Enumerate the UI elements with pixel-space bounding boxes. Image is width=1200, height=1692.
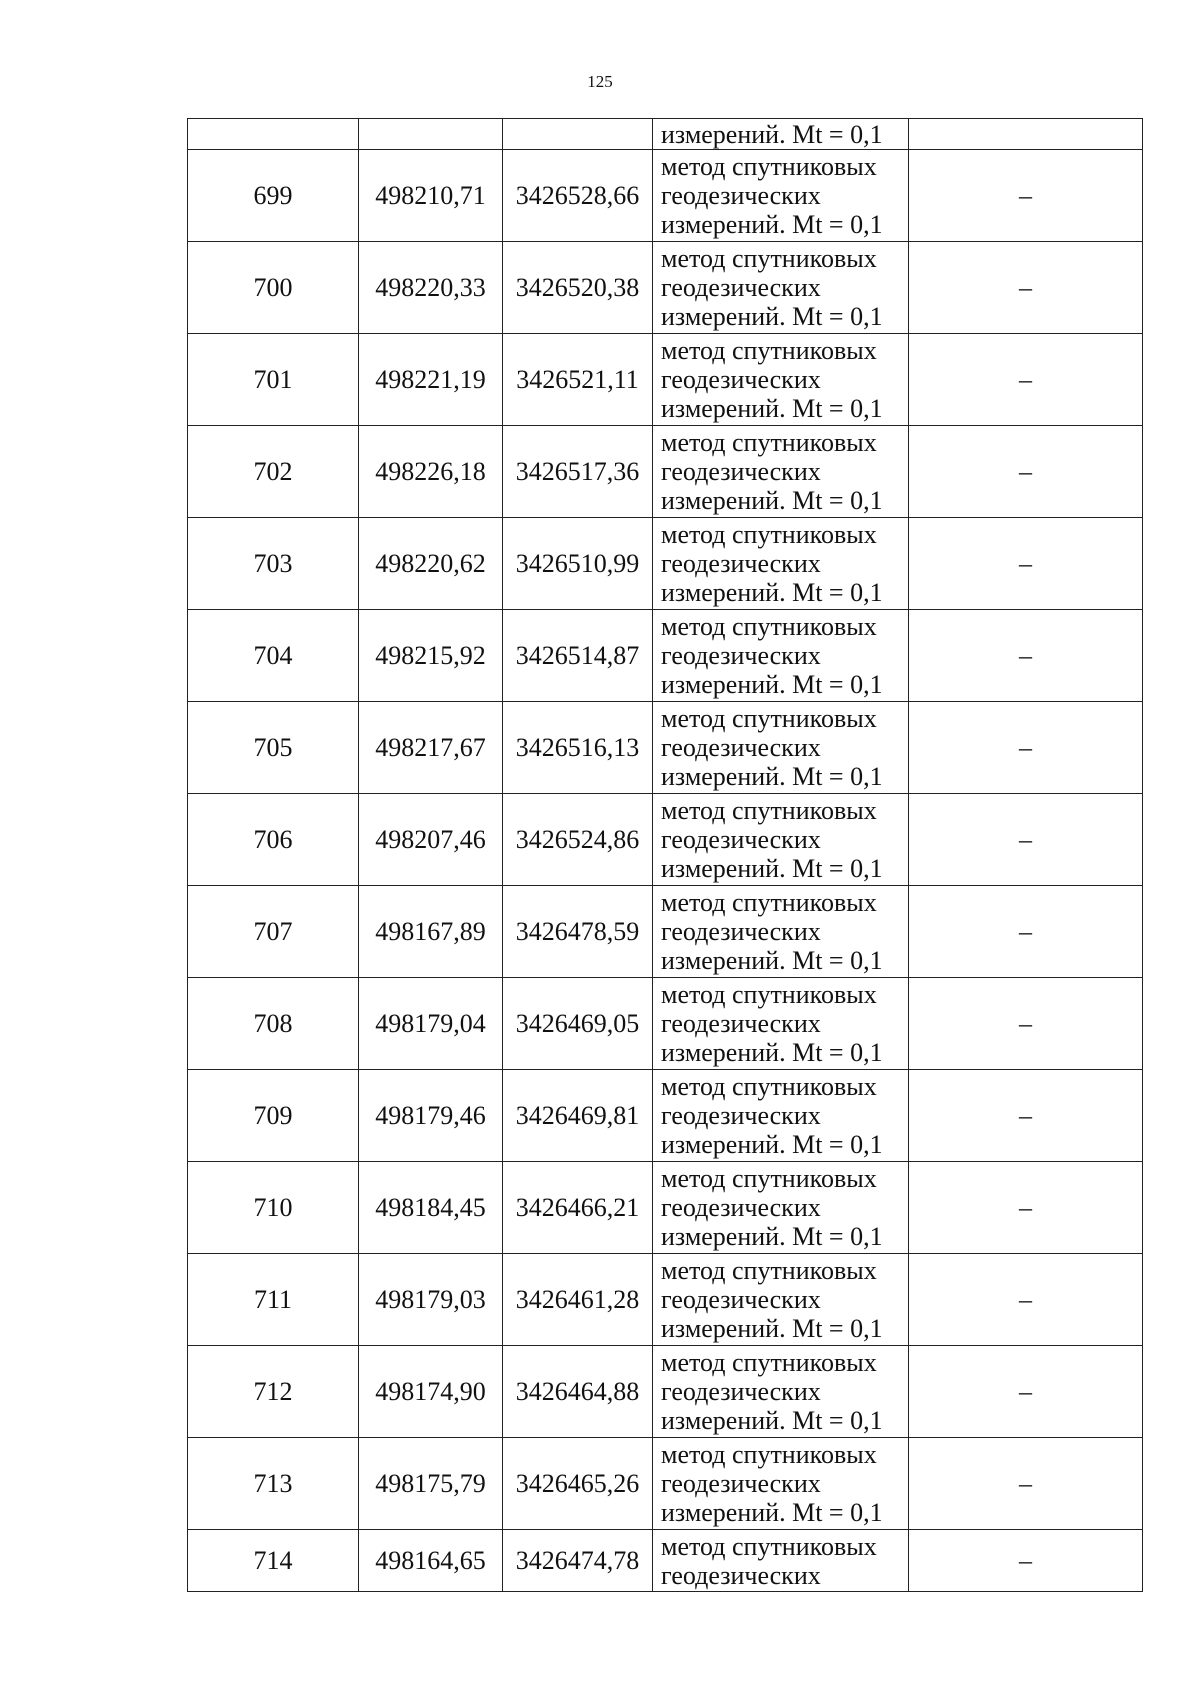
method-line: метод спутниковых (661, 520, 877, 549)
method-cell (653, 794, 909, 886)
method-line: метод спутниковых (661, 1440, 877, 1469)
x-coordinate: 498220,33 (359, 242, 503, 334)
table-row (188, 1346, 1143, 1438)
continuation-row (188, 119, 1143, 150)
method-line: геодезических (661, 1285, 821, 1314)
table-row (188, 150, 1143, 242)
method-line: геодезических (661, 825, 821, 854)
method-line: измерений. Mt = 0,1 (661, 1314, 883, 1343)
y-coordinate: 3426520,38 (503, 242, 653, 334)
method-line: метод спутниковых (661, 244, 877, 273)
method-line: метод спутниковых (661, 1348, 877, 1377)
point-number: 708 (188, 978, 359, 1070)
x-coordinate: 498207,46 (359, 794, 503, 886)
method-line: метод спутниковых (661, 1256, 877, 1285)
method-line: измерений. Mt = 0,1 (661, 1038, 883, 1067)
y-coordinate: 3426464,88 (503, 1346, 653, 1438)
point-number: 703 (188, 518, 359, 610)
y-coordinate: 3426516,13 (503, 702, 653, 794)
method-line: метод спутниковых (661, 428, 877, 457)
point-number: 700 (188, 242, 359, 334)
method-line: измерений. Mt = 0,1 (661, 1222, 883, 1251)
method-line: измерений. Mt = 0,1 (661, 946, 883, 975)
table-row (188, 886, 1143, 978)
accuracy-dash: – (909, 518, 1143, 610)
accuracy-dash: – (909, 794, 1143, 886)
method-line: измерений. Mt = 0,1 (661, 394, 883, 423)
point-number: 714 (188, 1530, 359, 1592)
method-line: измерений. Mt = 0,1 (661, 762, 883, 791)
method-line: метод спутниковых (661, 612, 877, 641)
table-row (188, 426, 1143, 518)
point-number: 705 (188, 702, 359, 794)
point-number: 711 (188, 1254, 359, 1346)
point-number: 713 (188, 1438, 359, 1530)
accuracy-dash: – (909, 886, 1143, 978)
coordinates-table (187, 118, 1143, 1592)
method-line: измерений. Mt = 0,1 (661, 1130, 883, 1159)
accuracy-dash: – (909, 150, 1143, 242)
accuracy-dash: – (909, 610, 1143, 702)
x-coordinate: 498179,46 (359, 1070, 503, 1162)
accuracy-dash: – (909, 1530, 1143, 1592)
method-cell (653, 886, 909, 978)
method-cell (653, 518, 909, 610)
y-coordinate: 3426517,36 (503, 426, 653, 518)
accuracy-dash: – (909, 242, 1143, 334)
y-coordinate: 3426524,86 (503, 794, 653, 886)
table-row (188, 702, 1143, 794)
method-cell (653, 610, 909, 702)
table-row (188, 1070, 1143, 1162)
empty-cell (503, 119, 653, 150)
method-line: геодезических (661, 1193, 821, 1222)
method-line: измерений. Mt = 0,1 (661, 1406, 883, 1435)
method-line: измерений. Mt = 0,1 (661, 854, 883, 883)
method-line: геодезических (661, 365, 821, 394)
method-line: геодезических (661, 457, 821, 486)
x-coordinate: 498175,79 (359, 1438, 503, 1530)
y-coordinate: 3426469,81 (503, 1070, 653, 1162)
accuracy-dash: – (909, 978, 1143, 1070)
method-line: измерений. Mt = 0,1 (661, 486, 883, 515)
accuracy-dash: – (909, 334, 1143, 426)
table-row (188, 1162, 1143, 1254)
method-line: геодезических (661, 733, 821, 762)
x-coordinate: 498217,67 (359, 702, 503, 794)
x-coordinate: 498210,71 (359, 150, 503, 242)
x-coordinate: 498220,62 (359, 518, 503, 610)
y-coordinate: 3426469,05 (503, 978, 653, 1070)
table-row (188, 794, 1143, 886)
point-number: 706 (188, 794, 359, 886)
method-line: геодезических (661, 273, 821, 302)
x-coordinate: 498221,19 (359, 334, 503, 426)
method-line: геодезических (661, 1469, 821, 1498)
point-number: 710 (188, 1162, 359, 1254)
table-row (188, 518, 1143, 610)
method-cell (653, 702, 909, 794)
method-cell (653, 426, 909, 518)
y-coordinate: 3426465,26 (503, 1438, 653, 1530)
table-row (188, 1438, 1143, 1530)
x-coordinate: 498179,04 (359, 978, 503, 1070)
table-row (188, 242, 1143, 334)
method-line: геодезических (661, 641, 821, 670)
y-coordinate: 3426466,21 (503, 1162, 653, 1254)
x-coordinate: 498164,65 (359, 1530, 503, 1592)
method-cell (653, 1530, 909, 1592)
method-line: геодезических (661, 1009, 821, 1038)
method-line: метод спутниковых (661, 796, 877, 825)
method-cell (653, 1346, 909, 1438)
point-number: 699 (188, 150, 359, 242)
page-number: 125 (587, 72, 613, 91)
x-coordinate: 498215,92 (359, 610, 503, 702)
point-number: 702 (188, 426, 359, 518)
point-number: 701 (188, 334, 359, 426)
point-number: 709 (188, 1070, 359, 1162)
method-cell (653, 334, 909, 426)
method-line: геодезических (661, 181, 821, 210)
method-cell (653, 150, 909, 242)
point-number: 704 (188, 610, 359, 702)
x-coordinate: 498179,03 (359, 1254, 503, 1346)
method-line: метод спутниковых (661, 336, 877, 365)
table-row (188, 334, 1143, 426)
method-line: геодезических (661, 549, 821, 578)
method-cell (653, 1254, 909, 1346)
method-line: геодезических (661, 1377, 821, 1406)
accuracy-dash: – (909, 1070, 1143, 1162)
method-line: измерений. Mt = 0,1 (661, 670, 883, 699)
method-cell (653, 1070, 909, 1162)
method-line: метод спутниковых (661, 1531, 877, 1561)
empty-cell (359, 119, 503, 150)
method-cell (653, 1438, 909, 1530)
empty-cell (188, 119, 359, 150)
method-cell: измерений. Mt = 0,1 (653, 119, 909, 150)
table-row (188, 978, 1143, 1070)
y-coordinate: 3426528,66 (503, 150, 653, 242)
x-coordinate: 498226,18 (359, 426, 503, 518)
table-row (188, 1254, 1143, 1346)
method-cell (653, 1162, 909, 1254)
method-line: метод спутниковых (661, 1072, 877, 1101)
method-line: измерений. Mt = 0,1 (661, 578, 883, 607)
method-line: метод спутниковых (661, 888, 877, 917)
table-row (188, 1530, 1143, 1592)
accuracy-dash: – (909, 1162, 1143, 1254)
y-coordinate: 3426510,99 (503, 518, 653, 610)
method-line: измерений. Mt = 0,1 (661, 302, 883, 331)
method-line: геодезических (661, 1101, 821, 1130)
method-line: метод спутниковых (661, 1164, 877, 1193)
method-line: геодезических (661, 917, 821, 946)
method-line: измерений. Mt = 0,1 (661, 1498, 883, 1527)
method-line: геодезических (661, 1560, 821, 1590)
point-number: 707 (188, 886, 359, 978)
accuracy-dash: – (909, 1254, 1143, 1346)
accuracy-dash: – (909, 1346, 1143, 1438)
method-cell (653, 978, 909, 1070)
y-coordinate: 3426474,78 (503, 1530, 653, 1592)
accuracy-dash: – (909, 426, 1143, 518)
x-coordinate: 498167,89 (359, 886, 503, 978)
point-number: 712 (188, 1346, 359, 1438)
x-coordinate: 498174,90 (359, 1346, 503, 1438)
table-row (188, 610, 1143, 702)
accuracy-dash: – (909, 1438, 1143, 1530)
method-line: измерений. Mt = 0,1 (661, 210, 883, 239)
method-line: метод спутниковых (661, 152, 877, 181)
y-coordinate: 3426521,11 (503, 334, 653, 426)
y-coordinate: 3426478,59 (503, 886, 653, 978)
method-cell (653, 242, 909, 334)
method-line: метод спутниковых (661, 980, 877, 1009)
accuracy-dash: – (909, 702, 1143, 794)
method-line: метод спутниковых (661, 704, 877, 733)
x-coordinate: 498184,45 (359, 1162, 503, 1254)
empty-cell (909, 119, 1143, 150)
y-coordinate: 3426514,87 (503, 610, 653, 702)
y-coordinate: 3426461,28 (503, 1254, 653, 1346)
